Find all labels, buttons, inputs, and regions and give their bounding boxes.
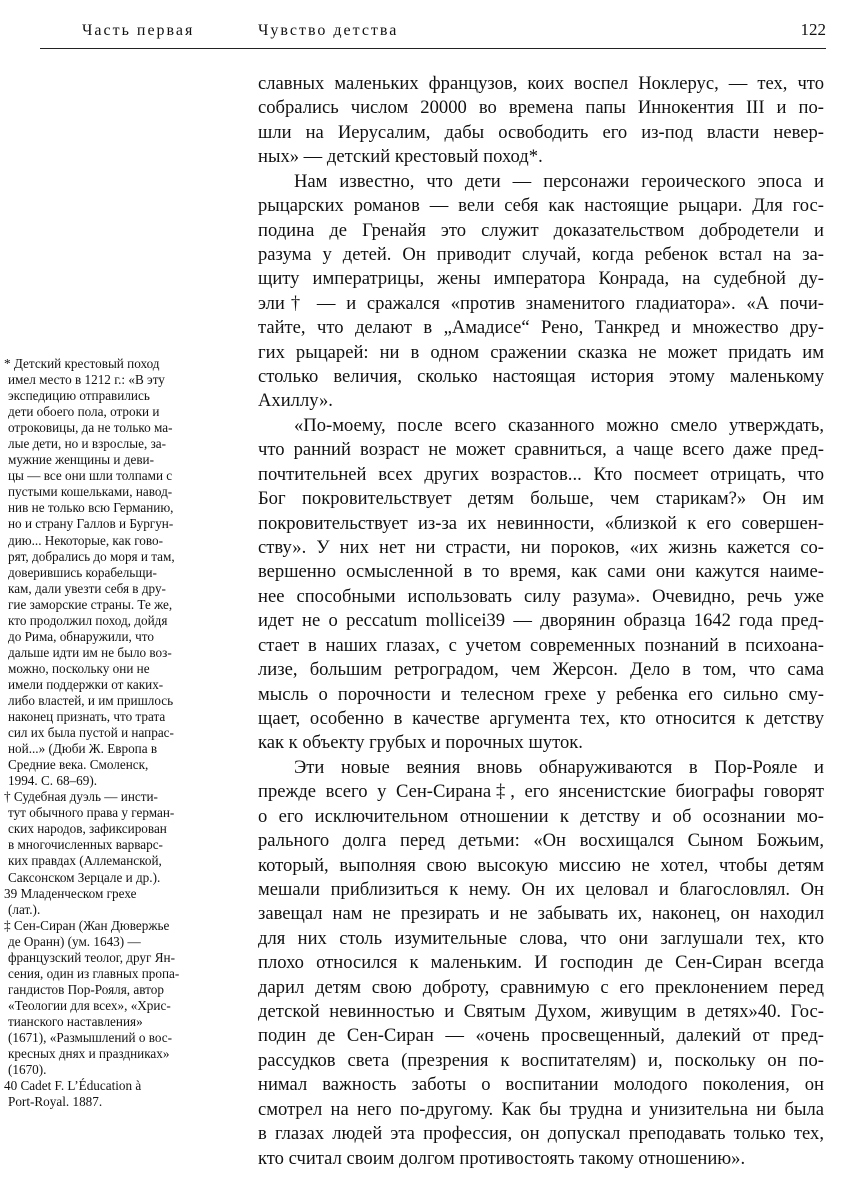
text-line: ству». У них нет ни страсти, ни пороков, «их жизнь кажется со-: [258, 537, 824, 559]
header-rule: [40, 48, 826, 49]
note-line: цы — все они шли толпами с: [8, 468, 173, 484]
note-line: кресных днях и праздниках»: [8, 1046, 170, 1062]
note-line: Саксонском Зерцале и др.).: [8, 869, 161, 885]
note-line: кам, дали увезти себя в дру-: [8, 580, 166, 596]
text-line: дарил детям свою доброту, сравнимую с его преклонением перед: [258, 976, 824, 998]
footnote-40: [4, 1078, 244, 1110]
text-line: мешали приблизиться к нему. Он их целовал и благословлял. Он: [258, 878, 824, 900]
note-line: кто продолжил поход, дойдя: [8, 612, 168, 628]
note-line: лые дети, но и взрослые, за-: [8, 436, 167, 452]
note-line: сил их была пустой и напрас-: [8, 725, 174, 741]
note-line: дальше идти им не было воз-: [8, 644, 172, 660]
text-line: что ранний возраст не может сравниться, а чаще всего даже пред-: [258, 439, 824, 461]
paragraph-3: [258, 414, 824, 756]
note-line: (1670).: [8, 1062, 47, 1078]
text-line: плохо относился к маленьким. И господин де Сен-Сиран всегда: [258, 952, 824, 974]
text-line: лизе, большим ретроградом, чем Жерсон. Дело в том, что сама: [258, 659, 824, 681]
note-line: мужние женщины и деви-: [8, 452, 155, 468]
text-line: рального долга перед детьми: «Он восхищался Сыном Божьим,: [258, 830, 824, 852]
note-line: наконец признать, что трата: [8, 709, 166, 725]
text-line: тайте, что делают в „Амадисе“ Рено, Танкред и множество дру-: [258, 317, 824, 339]
note-line: имели поддержки от каких-: [8, 676, 164, 692]
note-line: 39 Младенческом грехе: [4, 885, 137, 901]
text-line: нимал важность заботы о воспитании молодого поколения, он: [258, 1074, 824, 1096]
text-line: детской невинностью и Святым Духом, живущим в детях»40. Гос-: [258, 1001, 824, 1023]
note-line: ских народов, зафиксирован: [8, 821, 167, 837]
note-line: (1671), «Размышлений о вос-: [8, 1029, 173, 1045]
paragraph-4: [258, 756, 824, 1171]
note-line: сения, один из главных пропа-: [8, 965, 180, 981]
note-line: французский теолог, друг Ян-: [8, 949, 175, 965]
margin-notes: [4, 356, 244, 1110]
note-line: Средние века. Смоленск,: [8, 757, 149, 773]
text-line: Ахиллу».: [258, 390, 333, 412]
text-line: смотрел на него по-другому. Как бы трудна и унизительна ни была: [258, 1098, 824, 1120]
note-line: пустыми кошельками, навод-: [8, 484, 173, 500]
text-line: рыцарских романов — вели себя как настоящие рыцари. Для гос-: [258, 195, 824, 217]
main-text: [258, 72, 824, 1171]
note-line: «Теологии для всех», «Хрис-: [8, 997, 171, 1013]
note-line: гандистов Пор-Рояля, автор: [8, 981, 164, 997]
note-line: 1994. С. 68–69).: [8, 773, 98, 789]
paragraph-2: [258, 170, 824, 414]
text-line: ных» — детский крестовый поход*.: [258, 146, 543, 168]
note-line: тут обычного права у герман-: [8, 805, 175, 821]
text-line: рассудков света (презрения к воспитателям) и, поскольку он по-: [258, 1049, 824, 1071]
header-part-label: Часть первая: [82, 22, 195, 39]
text-line: вершенно осмысленной в то время, как сами они кажутся наиме-: [258, 561, 824, 583]
text-line: нее способными использовать силу разума». Очевидно, речь уже: [258, 585, 824, 607]
text-line: щает, особенно в качестве аргумента тех, кто относится к детству: [258, 707, 824, 729]
text-line: завещал нам не презирать и не забывать их, наконец, он находил: [258, 903, 824, 925]
footnote-saint-cyran: [4, 918, 244, 1078]
note-line: † Судебная дуэль — инсти-: [4, 789, 158, 805]
text-line: который, выполняя свою высокую миссию не хотел, чтобы детям: [258, 854, 824, 876]
text-line: мысль о порочности и телесном грехе у ребенка его сильно сму-: [258, 683, 824, 705]
note-line: дети обоего пола, отроки и: [8, 404, 160, 420]
text-line: в глазах людей эта профессия, он допускал преподавать только тех,: [258, 1123, 824, 1145]
text-line: Эти новые веяния вновь обнаруживаются в Пор-Рояле и: [294, 756, 824, 778]
text-line: покровительствует из-за их невинности, «близкой к его совершен-: [258, 512, 824, 534]
header-chapter-title: Чувство детства: [258, 22, 399, 39]
footnote-39: [4, 886, 244, 918]
note-line: (лат.).: [8, 901, 41, 917]
text-line: «По-моему, после всего сказанного можно смело утверждать,: [294, 414, 824, 436]
text-line: почтительней всех других возрастов... Кто посмеет отрицать, что: [258, 463, 824, 485]
note-line: либо властей, и им пришлось: [8, 692, 174, 708]
text-line: шли на Иерусалим, дабы освободить его из-под власти невер-: [258, 121, 824, 143]
text-line: разума у детей. Он приводит случай, когда ребенок встал на за-: [258, 243, 824, 265]
note-line: но и страну Галлов и Бургун-: [8, 516, 174, 532]
note-line: можно, поскольку они не: [8, 660, 150, 676]
note-line: ких правдах (Аллеманской,: [8, 853, 162, 869]
note-line: де Оранн) (ум. 1643) —: [8, 933, 141, 949]
text-line: для них столь изумительные слова, что они заглушали тех, кто: [258, 927, 824, 949]
note-line: ‡ Сен-Сиран (Жан Дювержье: [4, 917, 170, 933]
note-line: отроковицы, да не только ма-: [8, 420, 173, 436]
note-line: * Детский крестовый поход: [4, 356, 160, 371]
note-line: дию... Некоторые, как гово-: [8, 532, 163, 548]
text-line: Бог покровительствует детям больше, чем старикам?» Он им: [258, 488, 824, 510]
text-line: подина де Гренайя это служит доказательством добродетели и: [258, 219, 824, 241]
note-line: гие заморские страны. Те же,: [8, 596, 173, 612]
text-line: эли† — и сражался «против знаменитого гладиатора». «А почи-: [258, 292, 824, 314]
note-line: экспедицию отправились: [8, 388, 150, 404]
running-header: [40, 16, 826, 46]
note-line: доверившись корабельщи-: [8, 564, 157, 580]
footnote-crusade: [4, 356, 244, 789]
note-line: 40 Cadet F. L’Éducation à: [4, 1078, 142, 1094]
note-line: Port-Royal. 1887.: [8, 1094, 103, 1110]
text-line: кто считал своим долгом противостоять такому отношению».: [258, 1147, 746, 1169]
note-line: рят, добрались до моря и там,: [8, 548, 175, 564]
text-line: стает в наших глазах, с учетом современных познаний в психоана-: [258, 634, 824, 656]
text-line: собрались числом 20000 во времена папы Иннокентия III и по-: [258, 97, 824, 119]
text-line: идет не о peccatum mollicei39 — дворянин образца 1642 года пред-: [258, 610, 824, 632]
note-line: нив не только всю Германию,: [8, 500, 174, 516]
note-line: в многочисленных варварс-: [8, 837, 163, 853]
text-line: прежде всего у Сен-Сирана‡, его янсенистские биографы говорят: [258, 781, 824, 803]
text-line: подин де Сен-Сиран — «очень просвещенный, далекий от пред-: [258, 1025, 824, 1047]
text-line: о его исключительном отношении к детству и об осознании мо-: [258, 805, 824, 827]
text-line: Нам известно, что дети — персонажи героического эпоса и: [294, 170, 824, 192]
footnote-judicial-duel: [4, 789, 244, 885]
text-line: щиту императрицы, жены императора Конрада, на судебной ду-: [258, 268, 824, 290]
note-line: ной...» (Дюби Ж. Европа в: [8, 741, 158, 757]
text-line: столько величия, сколько настоящая история этому маленькому: [258, 366, 824, 388]
note-line: имел место в 1212 г.: «В эту: [8, 372, 165, 388]
page-number: 122: [800, 20, 826, 39]
paragraph-1: [258, 72, 824, 170]
note-line: тианского наставления»: [8, 1013, 143, 1029]
text-line: славных маленьких французов, коих воспел Ноклерус, — тех, что: [258, 73, 824, 94]
note-line: до Рима, обнаружили, что: [8, 628, 154, 644]
text-line: гих рыцарей: ни в одном сражении сказка не может придать им: [258, 341, 824, 363]
text-line: как к объекту грубых и порочных шуток.: [258, 732, 583, 754]
